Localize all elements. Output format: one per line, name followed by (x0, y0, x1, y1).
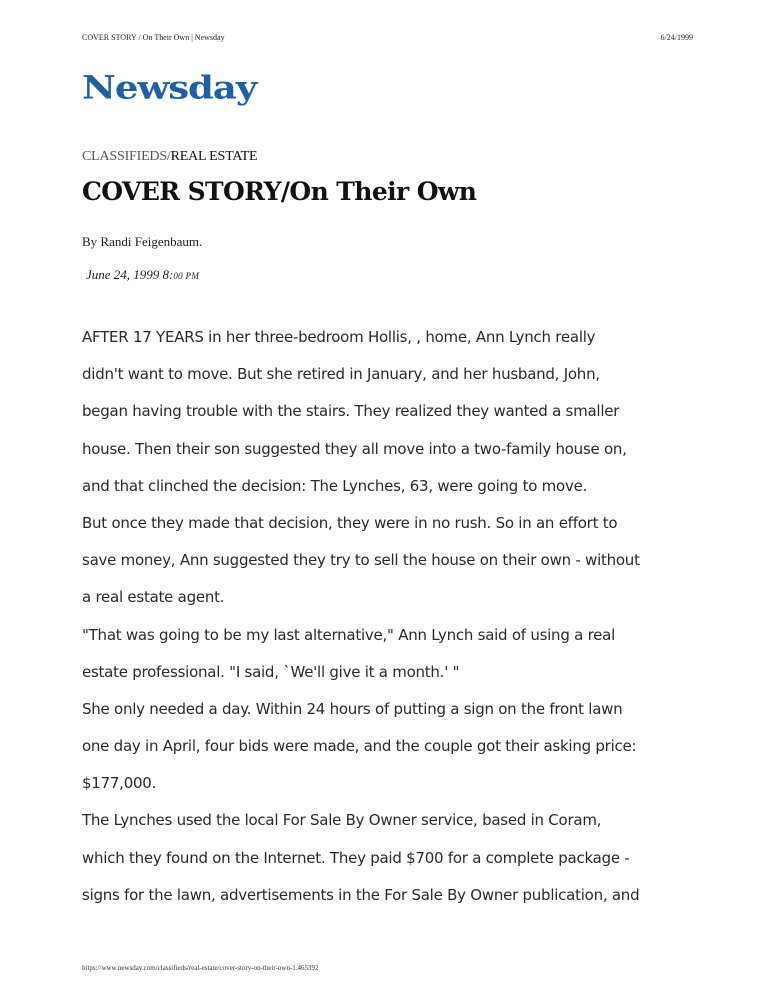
article-byline: By Randi Feigenbaum. (82, 234, 203, 249)
article-headline: COVER STORY/On Their Own (82, 177, 477, 206)
body-line: "That was going to be my last alternative," Ann Lynch said of using a real (82, 625, 615, 644)
article-body (82, 319, 702, 914)
body-line: But once they made that decision, they were in no rush. So in an effort to (82, 513, 618, 532)
section-subcategory: REAL ESTATE (170, 149, 258, 164)
body-line: didn't want to move. But she retired in January, and her husband, John, (82, 365, 600, 384)
body-line: $177,000. (82, 774, 157, 793)
body-line: The Lynches used the local For Sale By Owner service, based in Coram, (82, 811, 602, 830)
header-date: 6/24/1999 (660, 33, 693, 42)
article-dateline (86, 267, 199, 283)
body-line: began having trouble with the stairs. They realized they wanted a smaller (82, 402, 620, 421)
dateline-date: June 24, 1999 8: (86, 267, 174, 282)
body-line: which they found on the Internet. They paid $700 for a complete package - (82, 848, 630, 867)
footer-url: https://www.newsday.com/classifieds/real-estate/cover-story-on-their-own-1.465392 (82, 964, 319, 972)
section-label (82, 149, 257, 165)
body-line: a real estate agent. (82, 588, 225, 607)
body-line: estate professional. "I said, `We'll give it a month.' " (82, 662, 460, 681)
newsday-logo: Newsday (82, 68, 257, 107)
body-line: save money, Ann suggested they try to sell the house on their own - without (82, 551, 640, 570)
body-line: AFTER 17 YEARS in her three-bedroom Hollis, , home, Ann Lynch really (82, 328, 596, 346)
body-line: signs for the lawn, advertisements in the For Sale By Owner publication, and (82, 885, 640, 904)
section-category: CLASSIFIEDS/ (82, 149, 171, 164)
body-line: She only needed a day. Within 24 hours of putting a sign on the front lawn (82, 699, 623, 718)
body-line: house. Then their son suggested they all move into a two-family house on, (82, 439, 627, 458)
running-header (82, 33, 693, 42)
header-title: COVER STORY / On Their Own | Newsday (82, 33, 225, 42)
dateline-time: 00 PM (173, 271, 200, 281)
body-line: one day in April, four bids were made, and the couple got their asking price: (82, 737, 637, 756)
body-line: and that clinched the decision: The Lynches, 63, were going to move. (82, 476, 588, 495)
